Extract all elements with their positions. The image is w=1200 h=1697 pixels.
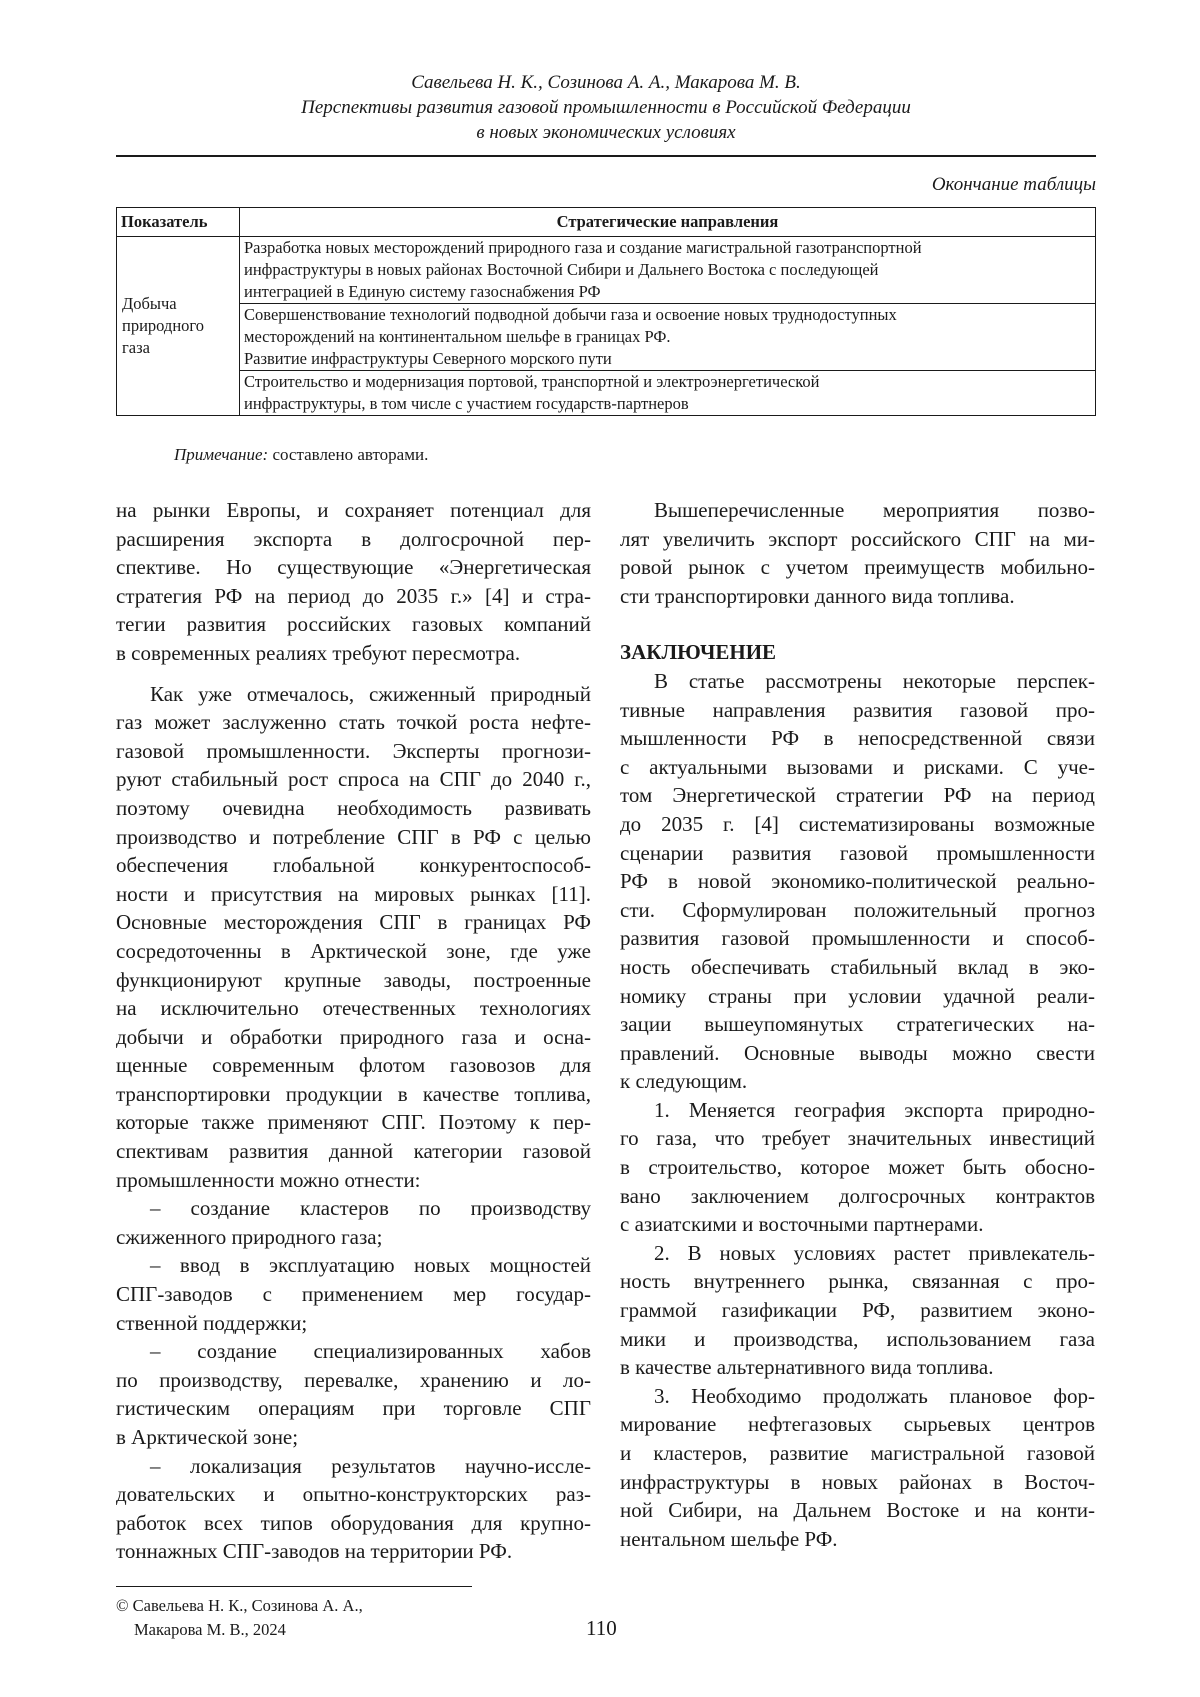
cell-line: Совершенствование технологий подводной добычи газа и освоение новых труднодоступных — [244, 305, 897, 324]
list-item: 3. Необходимо продолжать плановое фор- — [654, 1383, 1095, 1408]
table-row — [117, 237, 1096, 304]
text-line: тивные направления развития газовой про- — [620, 697, 1095, 722]
text-line: в Арктической зоне; — [116, 1425, 299, 1449]
text-line: мирование нефтегазовых сырьевых центров — [620, 1412, 1095, 1437]
header-directions: Стратегические направления — [240, 208, 1096, 237]
text-line: на исключительно отечественных технологиях — [116, 996, 591, 1021]
strategy-table — [116, 207, 1096, 416]
text-line: Как уже отмечалось, сжиженный природный — [150, 681, 591, 706]
text-line: в качестве альтернативного вида топлива. — [620, 1355, 994, 1380]
text-line: промышленности можно отнести: — [116, 1167, 421, 1192]
table-note — [174, 445, 428, 465]
text-line: расширения экспорта в долгосрочной пер- — [116, 526, 591, 551]
cell-line: месторождений на континентальном шельфе в границах РФ. — [244, 327, 671, 346]
header-authors: Савельева Н. К., Созинова А. А., Макарова М. В. — [411, 72, 801, 93]
text-line: зации вышеупомянутых стратегических на- — [620, 1012, 1095, 1037]
direction-cell — [240, 237, 1096, 304]
table-row — [117, 371, 1096, 416]
text-line: газ может заслуженно стать точкой роста нефте- — [116, 710, 591, 735]
text-line: мышленности РФ в непосредственной связи — [620, 726, 1095, 751]
list-item: 1. Меняется география экспорта природно- — [654, 1097, 1095, 1122]
text-line: в современных реалиях требуют пересмотра. — [116, 640, 521, 665]
text-line: Основные месторождения СПГ в границах РФ — [116, 910, 591, 935]
text-line: в строительство, которое может быть обосно- — [620, 1155, 1095, 1180]
text-line: вано заключением долгосрочных контрактов — [620, 1183, 1095, 1208]
text-line: работок всех типов оборудования для крупно- — [116, 1510, 591, 1535]
copyright-line: Макарова М. В., 2024 — [134, 1620, 286, 1639]
text-line: сжиженного природного газа; — [116, 1224, 383, 1249]
text-line: В статье рассмотрены некоторые перспек- — [654, 668, 1095, 693]
text-line: ровой рынок с учетом преимуществ мобильно- — [620, 555, 1095, 580]
list-item: – локализация результатов научно-иссле- — [150, 1453, 591, 1478]
note-label: Примечание: — [174, 445, 269, 464]
text-line: с азиатскими и восточными партнерами. — [620, 1212, 984, 1237]
text-line: том Энергетической стратегии РФ на период — [620, 783, 1095, 808]
text-line: стратегия РФ на период до 2035 г.» [4] и стра- — [116, 583, 591, 608]
list-item: 2. В новых условиях растет привлекатель- — [654, 1240, 1095, 1265]
copyright-footnote — [116, 1594, 363, 1642]
text-line: до 2035 г. [4] систематизированы возможные — [620, 811, 1095, 836]
text-line: по производству, перевалке, хранению и ло- — [116, 1367, 591, 1392]
cell-line: инфраструктуры в новых районах Восточной Сибири и Дальнего Востока с последующей — [244, 260, 879, 279]
text-line: обеспечения глобальной конкурентоспособ- — [116, 853, 591, 878]
text-line: ственной поддержки; — [116, 1310, 308, 1335]
header-title-line1: Перспективы развития газовой промышленности в Российской Федерации — [301, 97, 911, 118]
cell-line: Разработка новых месторождений природного газа и создание магистральной газотранспортной — [244, 238, 922, 257]
note-text: составлено авторами. — [268, 445, 429, 464]
text-line: нентальном шельфе РФ. — [620, 1526, 838, 1551]
text-line: с актуальными вызовами и рисками. С уче- — [620, 754, 1095, 779]
text-line: ности и присутствия на мировых рынках [11]. — [116, 881, 591, 906]
section-title: ЗАКЛЮЧЕНИЕ — [620, 640, 777, 665]
table-caption: Окончание таблицы — [931, 174, 1096, 195]
text-line: лят увеличить экспорт российского СПГ на ми- — [620, 526, 1095, 551]
text-line: сти транспортировки данного вида топлива. — [620, 583, 1015, 608]
text-line: сосредоточенны в Арктической зоне, где уже — [116, 938, 591, 963]
list-item: – создание специализированных хабов — [150, 1339, 591, 1364]
direction-cell — [240, 371, 1096, 416]
list-item: – ввод в эксплуатацию новых мощностей — [150, 1253, 591, 1278]
table-header-row — [117, 208, 1096, 237]
text-line: и кластеров, развитие магистральной газовой — [620, 1441, 1095, 1465]
text-line: мики и производства, использованием газа — [620, 1326, 1095, 1351]
text-line: которые также применяют СПГ. Поэтому к пер- — [116, 1110, 591, 1135]
text-line: добычи и обработки природного газа и осна- — [116, 1024, 591, 1049]
right-column — [620, 496, 1095, 1553]
text-line: инфраструктуры в новых районах в Восточ- — [620, 1469, 1095, 1494]
text-line: РФ в новой экономико-политической реально- — [620, 869, 1095, 894]
text-line: гистическим операциям при торговле СПГ — [116, 1396, 591, 1421]
footnote-divider — [116, 1586, 472, 1587]
cell-line: инфраструктуры, в том числе с участием государств-партнеров — [244, 394, 689, 413]
text-line: тегии развития российских газовых компаний — [116, 612, 591, 637]
text-line: номику страны при условии удачной реали- — [620, 983, 1095, 1008]
text-line: сти. Сформулирован положительный прогноз — [620, 897, 1095, 922]
text-line: спективам развития данной категории газовой — [116, 1139, 591, 1164]
text-line: довательских и опытно-конструкторских раз- — [116, 1482, 591, 1507]
page-number: 110 — [586, 1616, 617, 1640]
indicator-line: природного — [122, 316, 205, 335]
text-line: ность обеспечивать стабильный вклад в эко- — [620, 954, 1095, 979]
header-divider — [116, 155, 1096, 157]
text-line: го газа, что требует значительных инвестиций — [620, 1126, 1095, 1151]
text-line: к следующим. — [620, 1069, 748, 1094]
text-line: функционируют крупные заводы, построенные — [116, 967, 591, 992]
text-line: СПГ-заводов с применением мер государ- — [116, 1282, 591, 1307]
text-line: руют стабильный рост спроса на СПГ до 2040 г., — [116, 767, 591, 792]
left-column — [116, 496, 591, 1566]
text-line: ной Сибири, на Дальнем Востоке и на конти- — [620, 1498, 1095, 1523]
cell-line: интеграцией в Единую систему газоснабжения РФ — [244, 282, 601, 301]
indicator-line: газа — [122, 338, 150, 357]
text-line: Вышеперечисленные мероприятия позво- — [654, 498, 1095, 522]
text-line: на рынки Европы, и сохраняет потенциал для — [116, 498, 591, 522]
indicator-cell — [117, 237, 240, 416]
text-line: поэтому очевидна необходимость развивать — [116, 795, 591, 820]
direction-cell — [240, 304, 1096, 371]
header-title-line2: в новых экономических условиях — [476, 122, 736, 143]
text-line: газовой промышленности. Эксперты прогнози- — [116, 738, 591, 763]
text-line: развития газовой промышленности и способ- — [620, 926, 1095, 951]
text-line: производство и потребление СПГ в РФ с целью — [116, 824, 591, 849]
text-line: граммой газификации РФ, развитием эконо- — [620, 1298, 1095, 1323]
text-line: правлений. Основные выводы можно свести — [620, 1040, 1095, 1065]
copyright-line: © Савельева Н. К., Созинова А. А., — [116, 1596, 363, 1615]
running-header — [116, 70, 1096, 145]
text-line: ность внутреннего рынка, связанная с про- — [620, 1269, 1095, 1294]
text-line: тоннажных СПГ-заводов на территории РФ. — [116, 1539, 513, 1564]
text-line: щенные современным флотом газовозов для — [116, 1053, 591, 1078]
text-line: спективе. Но существующие «Энергетическая — [116, 555, 591, 580]
text-line: сценарии развития газовой промышленности — [620, 840, 1095, 865]
cell-line: Развитие инфраструктуры Северного морского пути — [244, 349, 612, 368]
list-item: – создание кластеров по производству — [150, 1196, 591, 1221]
text-line: транспортировки продукции в качестве топлива, — [116, 1081, 591, 1106]
cell-line: Строительство и модернизация портовой, транспортной и электроэнергетической — [244, 372, 820, 391]
header-indicator: Показатель — [117, 208, 240, 237]
indicator-line: Добыча — [122, 294, 177, 313]
table-row — [117, 304, 1096, 371]
